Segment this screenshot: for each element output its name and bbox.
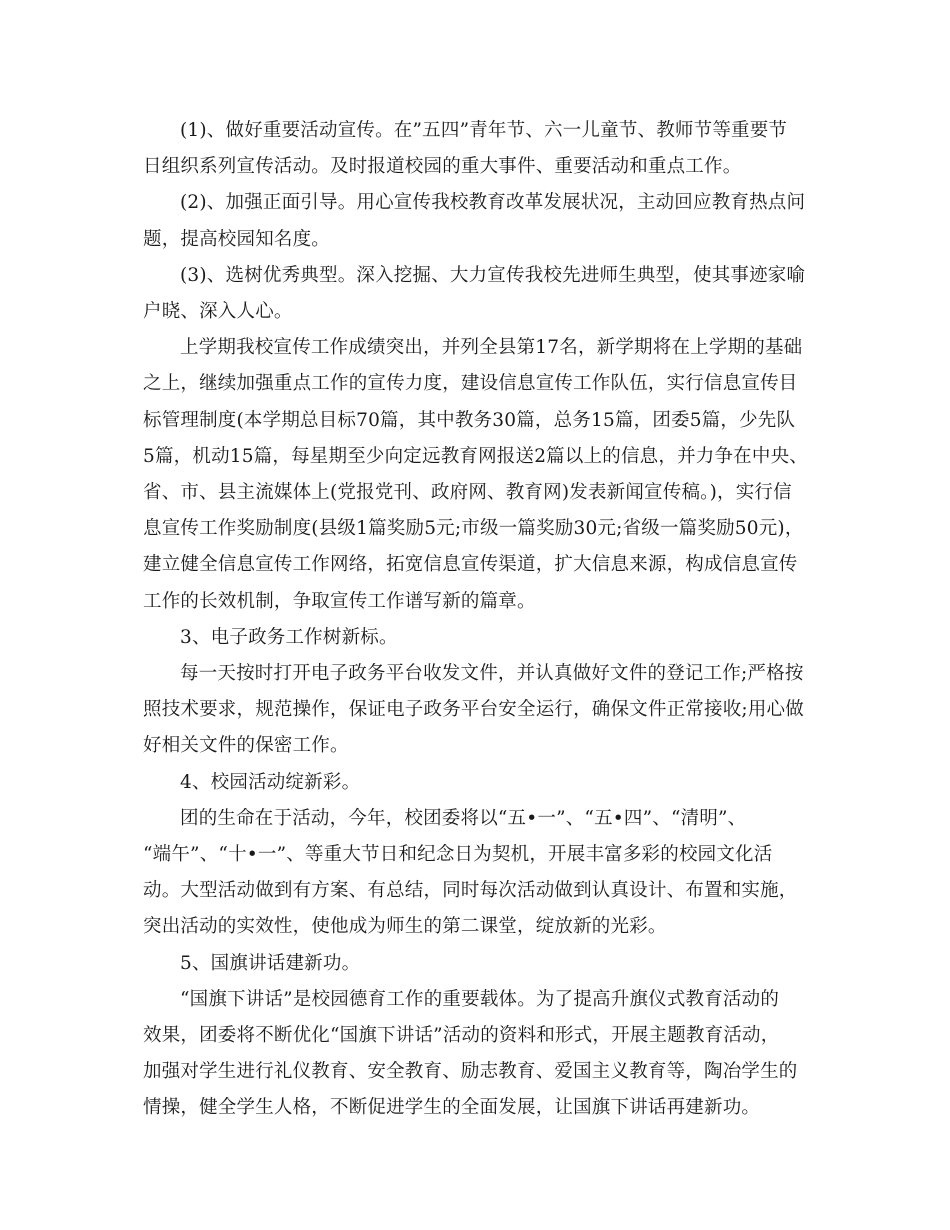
text-line: 加强对学生进行礼仪教育、安全教育、励志教育、爱国主义教育等，陶冶学生的 xyxy=(143,1061,798,1083)
text-line: “端午”、“十•一”、等重大节日和纪念日为契机，开展丰富多彩的校园文化活 xyxy=(143,844,773,866)
paragraph xyxy=(143,113,810,185)
text-line: 题，提高校园知名度。 xyxy=(143,228,331,250)
paragraph xyxy=(143,185,810,257)
text-line: 5、国旗讲话建新功。 xyxy=(180,952,361,974)
paragraph xyxy=(143,765,810,801)
text-line: 户晓、深入人心。 xyxy=(143,301,293,323)
text-line: 效果，团委将不断优化“国旗下讲话”活动的资料和形式，开展主题教育活动， xyxy=(143,1025,780,1047)
text-line: 情操，健全学生人格，不断促进学生的全面发展，让国旗下讲话再建新功。 xyxy=(143,1097,761,1119)
text-line: 团的生命在于活动，今年，校团委将以“五•一”、“五•四”、“清明”、 xyxy=(180,807,747,829)
text-line: 工作的长效机制，争取宣传工作谱写新的篇章。 xyxy=(143,590,536,612)
text-line: 建立健全信息宣传工作网络，拓宽信息宣传渠道，扩大信息来源，构成信息宣传 xyxy=(143,554,798,576)
text-line: 日组织系列宣传活动。及时报道校园的重大事件、重要活动和重点工作。 xyxy=(143,156,742,178)
text-line: 5篇，机动15篇，每星期至少向定远教育网报送2篇以上的信息，并力争在中央、 xyxy=(143,445,808,467)
document-body xyxy=(143,113,810,1127)
text-line: 息宣传工作奖励制度(县级1篇奖励5元;市级一篇奖励30元;省级一篇奖励50元)， xyxy=(143,518,804,540)
text-line: 之上，继续加强重点工作的宣传力度，建设信息宣传工作队伍，实行信息宣传目 xyxy=(143,373,798,395)
text-line: 好相关文件的保密工作。 xyxy=(143,735,349,757)
text-line: (1)、做好重要活动宣传。在”五四”青年节、六一儿童节、教师节等重要节 xyxy=(180,120,788,141)
paragraph xyxy=(143,258,810,330)
paragraph xyxy=(143,801,810,946)
text-line: 上学期我校宣传工作成绩突出，并列全县第17名，新学期将在上学期的基础 xyxy=(180,337,803,359)
text-line: 照技术要求，规范操作，保证电子政务平台安全运行，确保文件正常接收;用心做 xyxy=(143,699,804,721)
paragraph xyxy=(143,620,810,656)
text-line: “国旗下讲话”是校园德育工作的重要载体。为了提高升旗仪式教育活动的 xyxy=(180,988,780,1010)
text-line: 突出活动的实效性，使他成为师生的第二课堂，绽放新的光彩。 xyxy=(143,916,667,938)
text-line: 每一天按时打开电子政务平台收发文件，并认真做好文件的登记工作;严格按 xyxy=(180,663,804,685)
text-line: 标管理制度(本学期总目标70篇，其中教务30篇，总务15篇，团委5篇，少先队 xyxy=(143,409,796,431)
text-line: 4、校园活动绽新彩。 xyxy=(180,771,361,793)
paragraph xyxy=(143,656,810,765)
text-line: 省、市、县主流媒体上(党报党刊、政府网、教育网)发表新闻宣传稿。)，实行信 xyxy=(143,482,792,504)
text-line: 动。大型活动做到有方案、有总结，同时每次活动做到认真设计、布置和实施， xyxy=(143,880,798,902)
text-line: (2)、加强正面引导。用心宣传我校教育改革发展状况，主动回应教育热点问 xyxy=(180,192,806,214)
paragraph xyxy=(143,982,810,1127)
paragraph xyxy=(143,946,810,982)
paragraph xyxy=(143,330,810,620)
text-line: 3、电子政务工作树新标。 xyxy=(180,626,398,648)
text-line: (3)、选树优秀典型。深入挖掘、大力宣传我校先进师生典型，使其事迹家喻 xyxy=(180,264,806,286)
